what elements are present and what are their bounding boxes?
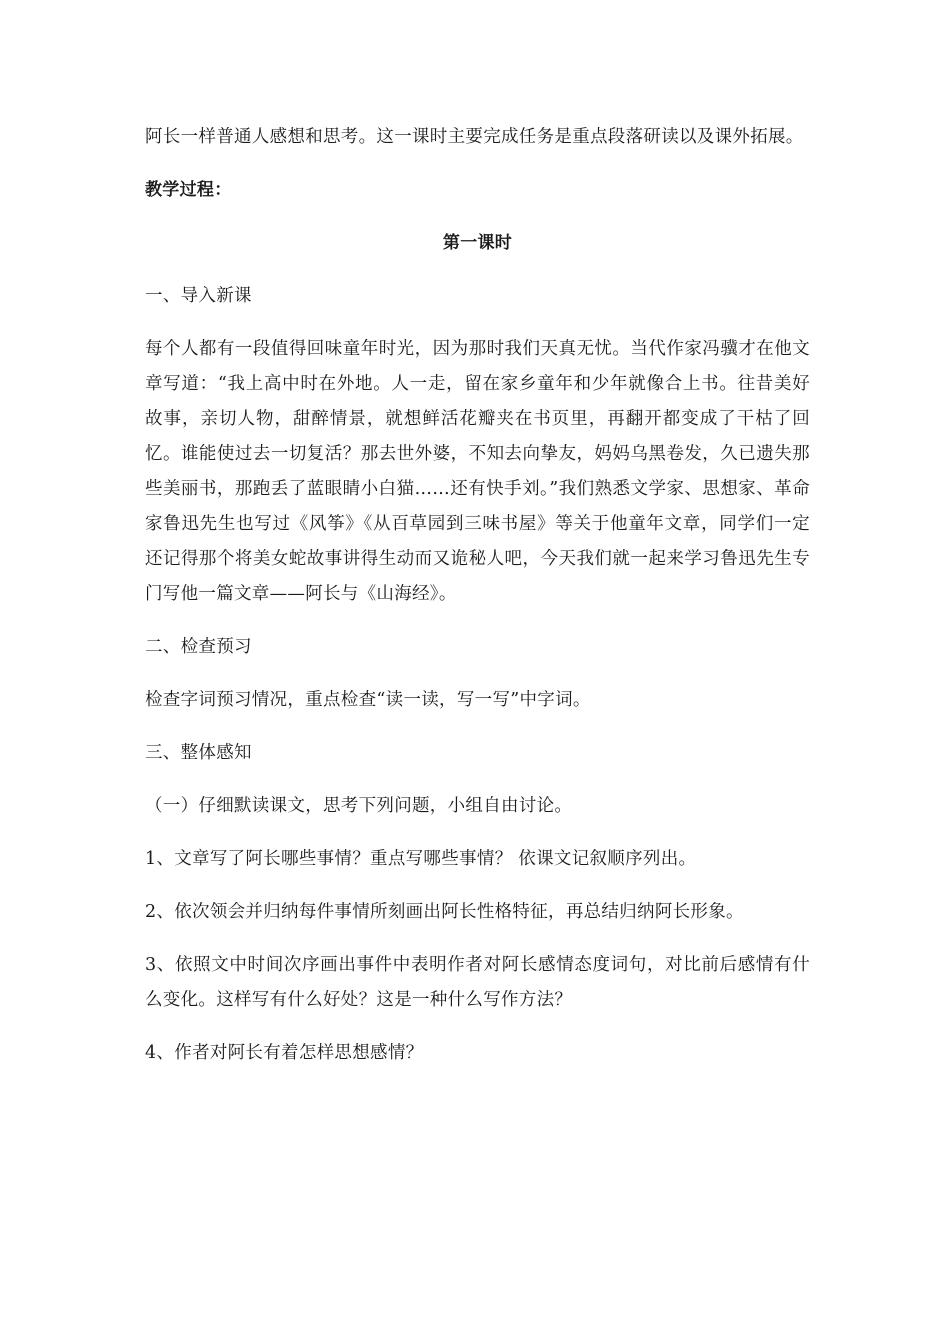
section3-subheading: （一）仔细默读课文，思考下列问题，小组自由讨论。 xyxy=(145,796,573,816)
section3-heading: 三、整体感知 xyxy=(145,743,252,763)
question-2: 2、依次领会并归纳每件事情所刻画出阿长性格特征，再总结归纳阿长形象。 xyxy=(145,902,744,922)
teaching-process-heading: 教学过程： xyxy=(145,180,232,200)
section2-body: 检查字词预习情况，重点检查“读一读，写一写”中字词。 xyxy=(145,690,591,710)
document-body xyxy=(145,120,810,1071)
question-4: 4、作者对阿长有着怎样思想感情？ xyxy=(145,1043,424,1063)
section2-heading: 二、检查预习 xyxy=(145,637,252,657)
lesson-title: 第一课时 xyxy=(442,233,513,253)
intro-paragraph: 阿长一样普通人感想和思考。这一课时主要完成任务是重点段落研读以及课外拓展。 xyxy=(145,127,804,147)
section1-body: 每个人都有一段值得回味童年时光，因为那时我们天真无忧。当代作家冯骥才在他文章写道：“我上高中时在外地。人一走，留在家乡童年和少年就像合上书。往昔美好故事，亲切人物，甜醉情景，就想鲜活花瓣夹在书页里，再翻开都变成了干枯了回忆。谁能使过去一切复活？那去世外婆，不知去向挚友，妈妈乌黑卷发，久已遗失那些美丽书，那跑丢了蓝眼睛小白猫……还有快手刘。”我们熟悉文学家、思想家、革命家鲁迅先生也写过《风筝》《从百草园到三味书屋》等关于他童年文章，同学们一定还记得那个将美女蛇故事讲得生动而又诡秘人吧，今天我们就一起来学习鲁迅先生专门写他一篇文章——阿长与《山海经》。 xyxy=(145,339,810,604)
question-1: 1、文章写了阿长哪些事情？重点写哪些事情？ 依课文记叙顺序列出。 xyxy=(145,849,697,869)
question-3: 3、依照文中时间次序画出事件中表明作者对阿长感情态度词句，对比前后感情有什么变化。这样写有什么好处？这是一种什么写作方法？ xyxy=(145,955,810,1010)
section1-heading: 一、导入新课 xyxy=(145,286,252,306)
